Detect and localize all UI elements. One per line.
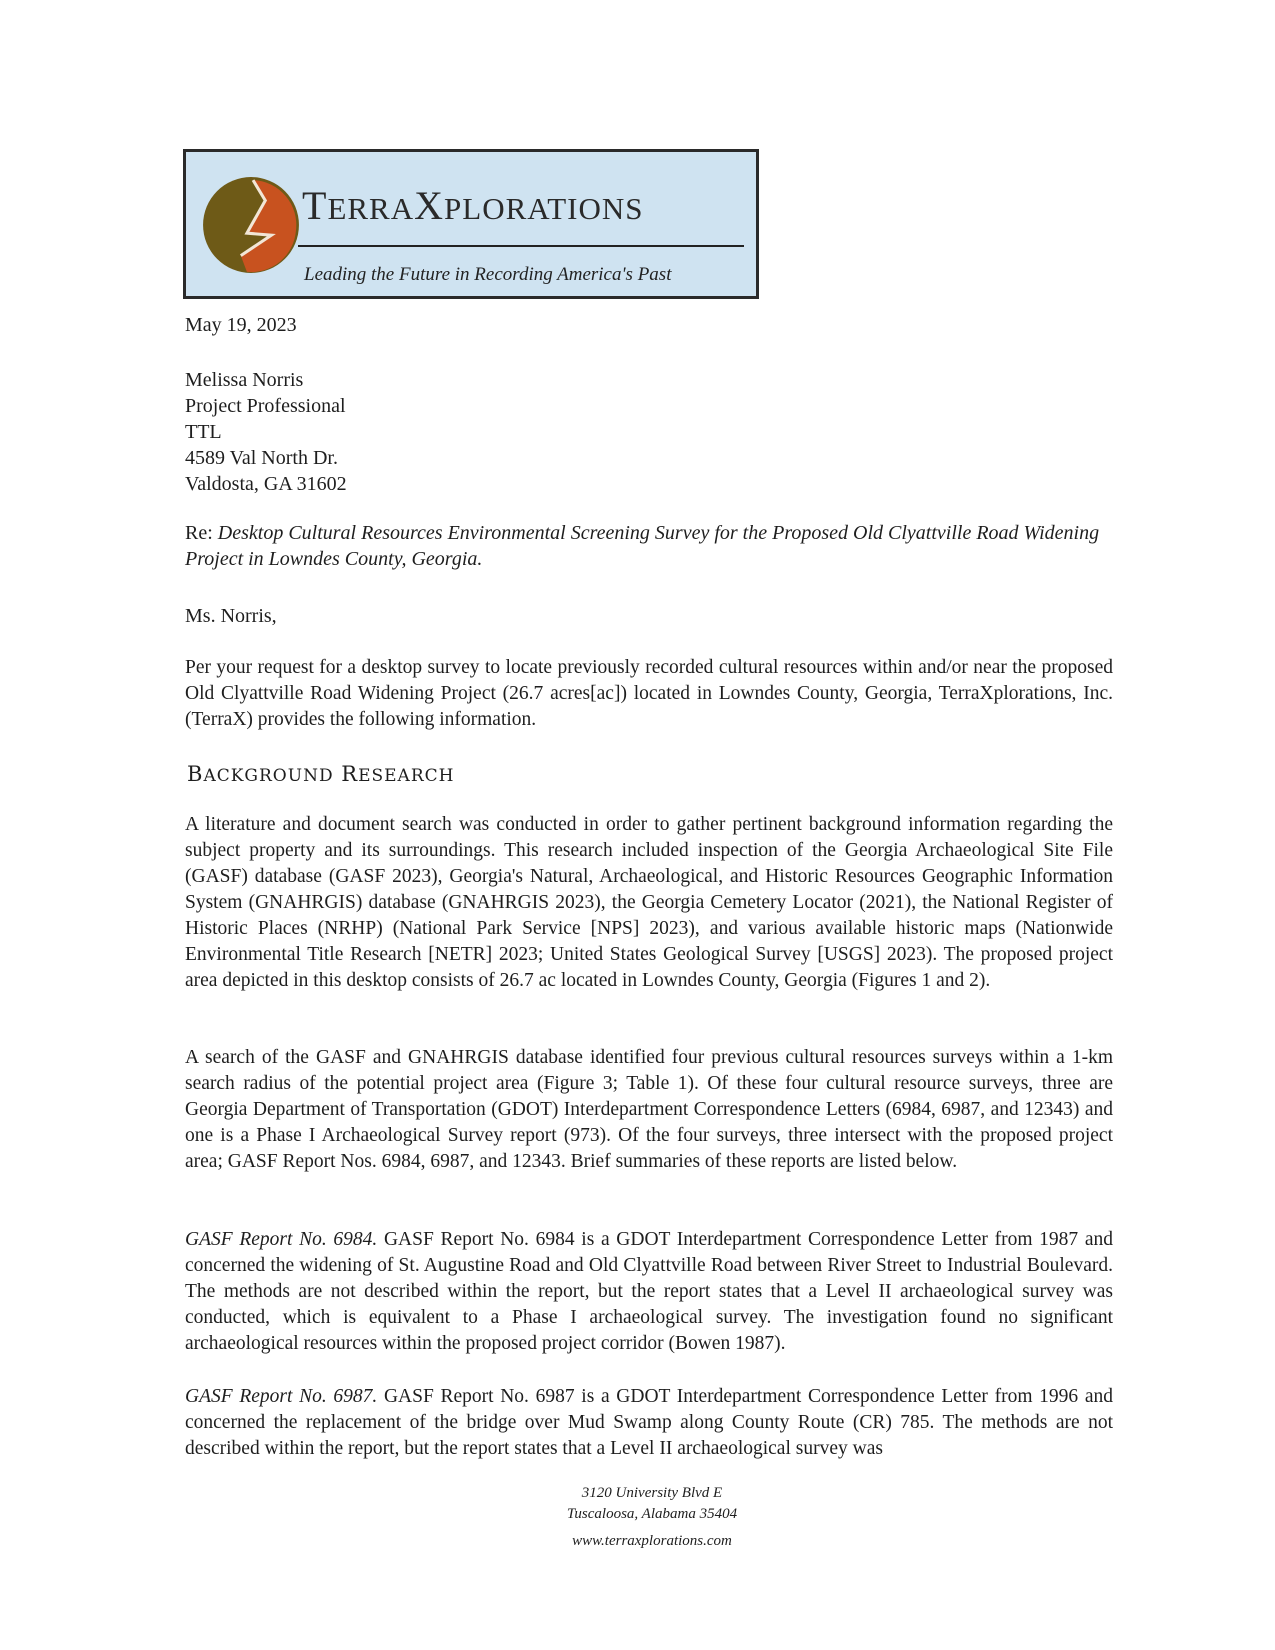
- report-6984-paragraph: [185, 1227, 1113, 1357]
- heading-cap-2: R: [341, 762, 359, 786]
- subject-line: [185, 520, 1115, 572]
- logo-divider: [298, 245, 744, 247]
- company-name: [302, 182, 643, 229]
- page-footer: [537, 1483, 767, 1552]
- company-logo: [183, 149, 759, 299]
- company-name-rest-2: PLORATIONS: [444, 191, 644, 226]
- report-6987-body: GASF Report No. 6987 is a GDOT Interdepartment Correspondence Letter from 1996 and concerned the replacement of the bridge over Mud Swamp along County Route (CR) 785. The methods are not described within the report, but the report states that a Level II archaeological survey was: [185, 1386, 1114, 1459]
- footer-street: 3120 University Blvd E: [581, 1485, 723, 1501]
- heading-rest-2: ESEARCH: [358, 766, 455, 786]
- company-name-cap-1: T: [302, 183, 328, 228]
- footer-city: Tuscaloosa, Alabama 35404: [566, 1506, 738, 1522]
- re-subject: Desktop Cultural Resources Environmental Screening Survey for the Proposed Old Clyattville Road Widening Project in Lowndes County, Georgia.: [185, 522, 1100, 570]
- footer-website-link[interactable]: www.terraxplorations.com: [572, 1533, 732, 1549]
- recipient-address: [185, 367, 347, 497]
- salutation: Ms. Norris,: [185, 605, 277, 627]
- report-6987-title: GASF Report No. 6987.: [185, 1386, 378, 1407]
- letter-date: May 19, 2023: [185, 314, 297, 336]
- heading-rest-1: ACKGROUND: [203, 766, 334, 786]
- company-name-rest-1: ERRA: [327, 191, 415, 226]
- intro-paragraph: Per your request for a desktop survey to locate previously recorded cultural resources within and/or near the proposed Old Clyattville Road Widening Project (26.7 acres[ac]) located in Lowndes County, Georgia, TerraXplorations, Inc. (TerraX) provides the following information.: [185, 657, 1113, 730]
- background-paragraph-1: A literature and document search was conducted in order to gather pertinent background information regarding the subject property and its surroundings. This research included inspection of the Georgia Archaeological Site File (GASF) database (GASF 2023), Georgia's Natural, Archaeological, and Historic Resources Geographic Information System (GNAHRGIS) database (GNAHRGIS 2023), the Georgia Cemetery Locator (2021), the National Register of Historic Places (NRHP) (National Park Service [NPS] 2023), and various available historic maps (Nationwide Environmental Title Research [NETR] 2023; United States Geological Survey [USGS] 2023). The proposed project area depicted in this desktop consists of 26.7 ac located in Lowndes County, Georgia (Figures 1 and 2).: [185, 814, 1113, 991]
- recipient-company: TTL: [185, 421, 222, 443]
- recipient-name: Melissa Norris: [185, 369, 304, 391]
- report-6984-body: GASF Report No. 6984 is a GDOT Interdepartment Correspondence Letter from 1987 and concerned the widening of St. Augustine Road and Old Clyattville Road between River Street to Industrial Boulevard. The methods are not described within the report, but the report states that a Level II archaeological survey was conducted, which is equivalent to a Phase I archaeological survey. The investigation found no significant archaeological resources within the proposed project corridor (Bowen 1987).: [185, 1229, 1114, 1354]
- report-6984-title: GASF Report No. 6984.: [185, 1229, 378, 1250]
- recipient-city: Valdosta, GA 31602: [185, 473, 347, 495]
- recipient-street: 4589 Val North Dr.: [185, 447, 338, 469]
- background-paragraph-2: A search of the GASF and GNAHRGIS database identified four previous cultural resources surveys within a 1-km search radius of the potential project area (Figure 3; Table 1). Of these four cultural resource surveys, three are Georgia Department of Transportation (GDOT) Interdepartment Correspondence Letters (6984, 6987, and 12343) and one is a Phase I Archaeological Survey report (973). Of the four surveys, three intersect with the proposed project area; GASF Report Nos. 6984, 6987, and 12343. Brief summaries of these reports are listed below.: [185, 1047, 1113, 1172]
- recipient-title: Project Professional: [185, 395, 346, 417]
- heading-cap-1: B: [187, 762, 204, 786]
- section-heading-background-research: [187, 762, 454, 786]
- company-tagline: Leading the Future in Recording America's Past: [304, 264, 672, 285]
- company-name-cap-2: X: [414, 183, 445, 228]
- report-6987-paragraph: [185, 1384, 1113, 1462]
- re-label: Re:: [185, 522, 213, 544]
- terrax-logo-icon: [200, 174, 302, 276]
